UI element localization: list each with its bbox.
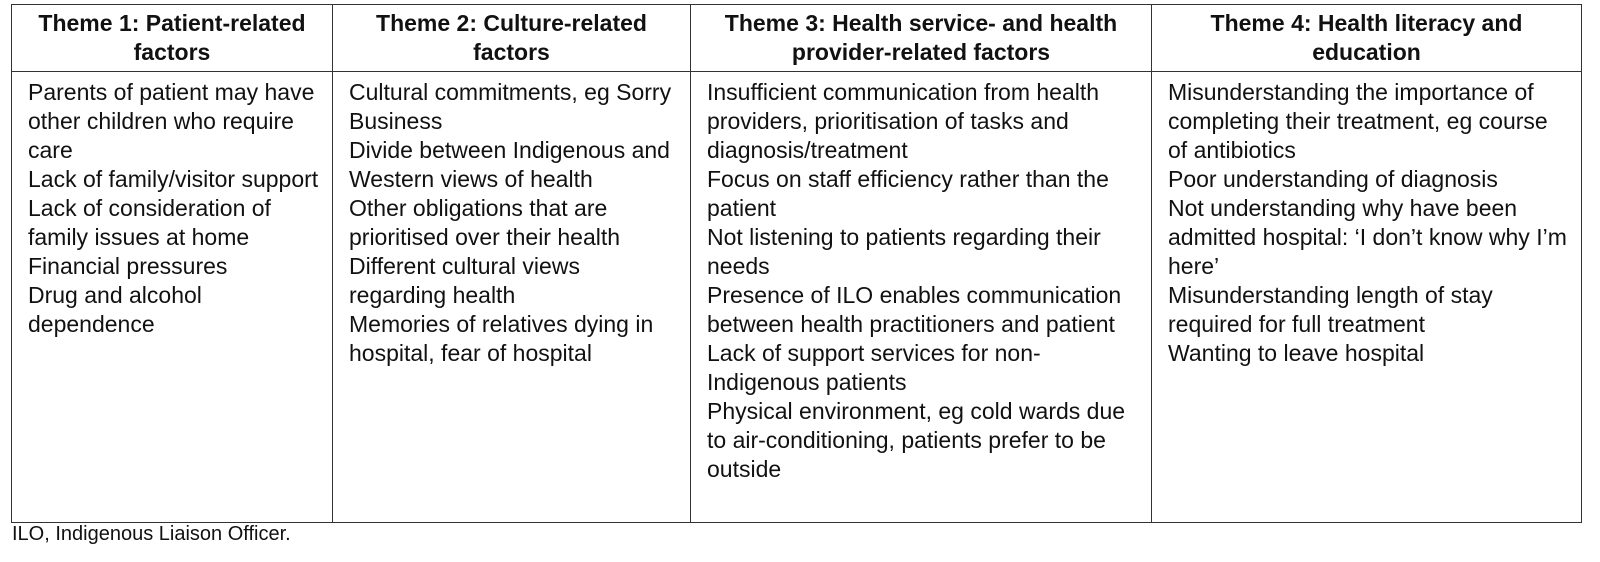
cell-theme-3 — [691, 72, 1152, 523]
list-item: Focus on staff efficiency rather than the patient — [707, 166, 1109, 221]
list-item: Physical environment, eg cold wards due to air-conditioning, patients prefer to be outside — [707, 398, 1126, 482]
list-item: Wanting to leave hospital — [1168, 340, 1425, 366]
header-theme-2: Theme 2: Culture-related factors — [333, 5, 691, 72]
list-item: Insufficient communication from health providers, prioritisation of tasks and diagnosis/treatment — [707, 79, 1100, 163]
cell-theme-1 — [12, 72, 333, 523]
list-item: Other obligations that are prioritised over their health — [349, 195, 621, 250]
list-item: Misunderstanding length of stay required for full treatment — [1168, 282, 1493, 337]
list-item: Lack of family/visitor support — [28, 166, 319, 192]
table-row — [12, 72, 1582, 523]
list-item: Poor understanding of diagnosis — [1168, 166, 1498, 192]
list-item: Cultural commitments, eg Sorry Business — [349, 79, 672, 134]
list-item: Not listening to patients regarding their needs — [707, 224, 1101, 279]
header-row — [12, 5, 1582, 72]
table-footnote: ILO, Indigenous Liaison Officer. — [12, 523, 291, 545]
list-item: Drug and alcohol dependence — [28, 282, 202, 337]
cell-theme-2 — [333, 72, 691, 523]
header-theme-4: Theme 4: Health literacy and education — [1152, 5, 1582, 72]
header-theme-3: Theme 3: Health service- and health provider-related factors — [691, 5, 1152, 72]
list-item: Lack of support services for non-Indigenous patients — [707, 340, 1041, 395]
list-item: Parents of patient may have other children who require care — [28, 79, 315, 163]
list-item: Financial pressures — [28, 253, 228, 279]
list-item: Lack of consideration of family issues at home — [28, 195, 271, 250]
list-item: Different cultural views regarding health — [349, 253, 580, 308]
list-item: Memories of relatives dying in hospital, fear of hospital — [349, 311, 654, 366]
themes-table — [11, 4, 1582, 523]
themes-table-container — [11, 4, 1581, 523]
header-theme-1: Theme 1: Patient-related factors — [12, 5, 333, 72]
list-item: Not understanding why have been admitted hospital: ‘I don’t know why I’m here’ — [1168, 195, 1567, 279]
list-item: Misunderstanding the importance of completing their treatment, eg course of antibiotics — [1168, 79, 1548, 163]
cell-theme-4 — [1152, 72, 1582, 523]
list-item: Divide between Indigenous and Western views of health — [349, 137, 670, 192]
list-item: Presence of ILO enables communication between health practitioners and patient — [707, 282, 1122, 337]
